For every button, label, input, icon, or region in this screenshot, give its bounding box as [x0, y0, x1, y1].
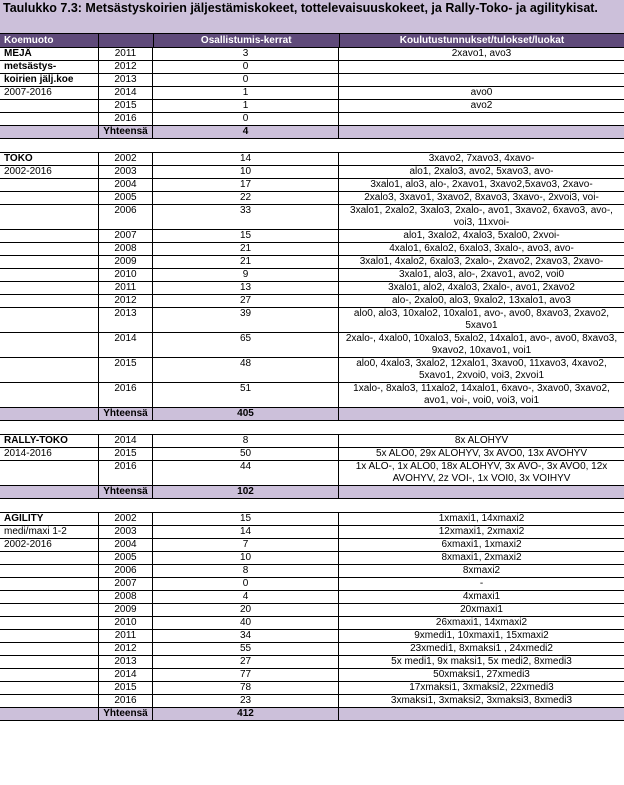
- year-cell: 2013: [99, 656, 153, 668]
- results-cell: avo0: [470, 87, 493, 98]
- year-cell: 2003: [99, 526, 153, 538]
- table-row: [0, 282, 624, 295]
- table-row: [0, 333, 624, 358]
- category-cell: 2002-2016: [0, 166, 99, 178]
- category-cell: [0, 591, 99, 603]
- year-cell: 2016: [99, 695, 153, 707]
- table-row: [0, 48, 624, 61]
- results-cell: alo-, 2xalo0, alo3, 9xalo2, 13xalo1, avo3: [391, 295, 571, 306]
- total-row: [0, 486, 624, 499]
- table-row: [0, 243, 624, 256]
- category-cell: [0, 308, 99, 332]
- results-cell: 5x medi1, 9x maksi1, 5x medi2, 8xmedi3: [391, 656, 572, 667]
- count-cell: 0: [153, 74, 339, 86]
- results-cell: 8x ALOHYV: [454, 435, 509, 446]
- year-cell: 2016: [99, 461, 153, 485]
- total-value: 4: [153, 126, 339, 138]
- results-cell: 3xalo1, alo3, alo-, 2xavo1, avo2, voi0: [398, 269, 565, 280]
- results-cell: alo0, alo3, 10xalo2, 10xalo1, avo-, avo0, 8xavo3, 2xavo2, 5xavo1: [353, 308, 610, 331]
- table-header: [0, 34, 624, 48]
- category-cell: [0, 269, 99, 281]
- count-cell: 9: [153, 269, 339, 281]
- header-year: [99, 34, 154, 47]
- table-row: [0, 513, 624, 526]
- category-cell: [0, 682, 99, 694]
- count-cell: 34: [153, 630, 339, 642]
- year-cell: 2011: [99, 630, 153, 642]
- table-row: [0, 643, 624, 656]
- table-row: [0, 695, 624, 708]
- spacer-row: [0, 499, 624, 513]
- results-cell: [339, 61, 624, 73]
- category-cell: [0, 100, 99, 112]
- category-cell: RALLY-TOKO: [0, 435, 99, 447]
- results-cell: 2xavo1, avo3: [451, 48, 512, 59]
- category-cell: koirien jälj.koe: [0, 74, 99, 86]
- total-spacer: [339, 708, 624, 720]
- table-row: [0, 526, 624, 539]
- count-cell: 8: [153, 565, 339, 577]
- table-row: [0, 269, 624, 282]
- year-cell: 2004: [99, 179, 153, 191]
- table-row: [0, 552, 624, 565]
- results-cell: 2xalo3, 3xavo1, 3xavo2, 8xavo3, 3xavo-, 2xvoi3, voi-: [364, 192, 599, 203]
- count-cell: 39: [153, 308, 339, 332]
- results-cell: 17xmaksi1, 3xmaksi2, 22xmedi3: [409, 682, 554, 693]
- year-cell: 2014: [99, 87, 153, 99]
- year-cell: 2006: [99, 565, 153, 577]
- category-cell: [0, 604, 99, 616]
- count-cell: 7: [153, 539, 339, 551]
- year-cell: 2013: [99, 308, 153, 332]
- count-cell: 14: [153, 153, 339, 165]
- table-row: [0, 192, 624, 205]
- table-row: [0, 295, 624, 308]
- total-value: 405: [153, 408, 339, 420]
- category-cell: [0, 333, 99, 357]
- category-cell: AGILITY: [0, 513, 99, 525]
- year-cell: 2008: [99, 243, 153, 255]
- year-cell: 2015: [99, 100, 153, 112]
- table-row: [0, 100, 624, 113]
- year-cell: 2009: [99, 256, 153, 268]
- results-cell: 20xmaxi1: [460, 604, 503, 615]
- year-cell: 2016: [99, 383, 153, 407]
- total-row: [0, 408, 624, 421]
- results-cell: 3xalo1, 4xalo2, 6xalo3, 2xalo-, 2xavo2, 2xavo3, 2xavo-: [359, 256, 604, 267]
- count-cell: 40: [153, 617, 339, 629]
- table-row: [0, 617, 624, 630]
- count-cell: 78: [153, 682, 339, 694]
- table-title: Taulukko 7.3: Metsästyskoirien jäljestämiskokeet, tottelevaisuuskokeet, ja Rally-Toko- ja agilitykisat.: [0, 0, 624, 34]
- category-cell: [0, 552, 99, 564]
- count-cell: 27: [153, 656, 339, 668]
- category-cell: [0, 192, 99, 204]
- category-cell: 2007-2016: [0, 87, 99, 99]
- results-cell: 3xalo1, 2xalo2, 3xalo3, 2xalo-, avo1, 3xavo2, 6xavo3, avo-, voi3, 11xvoi-: [350, 205, 613, 228]
- total-spacer: [0, 126, 99, 138]
- year-cell: 2002: [99, 513, 153, 525]
- year-cell: 2005: [99, 552, 153, 564]
- results-cell: [339, 74, 624, 86]
- table-row: [0, 153, 624, 166]
- year-cell: 2002: [99, 153, 153, 165]
- count-cell: 1: [153, 87, 339, 99]
- count-cell: 0: [153, 578, 339, 590]
- category-cell: [0, 256, 99, 268]
- table-row: [0, 230, 624, 243]
- year-cell: 2007: [99, 230, 153, 242]
- header-results: Koulutustunnukset/tulokset/luokat: [399, 35, 565, 46]
- count-cell: 15: [153, 230, 339, 242]
- category-cell: [0, 695, 99, 707]
- year-cell: 2011: [99, 48, 153, 60]
- category-cell: [0, 617, 99, 629]
- count-cell: 14: [153, 526, 339, 538]
- year-cell: 2008: [99, 591, 153, 603]
- count-cell: 44: [153, 461, 339, 485]
- category-cell: [0, 669, 99, 681]
- count-cell: 8: [153, 435, 339, 447]
- year-cell: 2014: [99, 333, 153, 357]
- category-cell: [0, 358, 99, 382]
- total-spacer: [339, 408, 624, 420]
- total-spacer: [0, 486, 99, 498]
- header-koemuoto: Koemuoto: [0, 34, 99, 47]
- table-row: [0, 87, 624, 100]
- category-cell: TOKO: [0, 153, 99, 165]
- table-row: [0, 461, 624, 486]
- count-cell: 17: [153, 179, 339, 191]
- total-spacer: [0, 408, 99, 420]
- header-count: Osallistumis-kerrat: [154, 34, 340, 47]
- count-cell: 21: [153, 256, 339, 268]
- results-cell: 1xalo-, 8xalo3, 11xalo2, 14xalo1, 6xavo-, 3xavo0, 3xavo2, avo1, voi-, voi0, voi3, voi1: [353, 383, 610, 406]
- year-cell: 2005: [99, 192, 153, 204]
- total-spacer: [339, 126, 624, 138]
- results-cell: 26xmaxi1, 14xmaxi2: [435, 617, 528, 628]
- category-cell: [0, 565, 99, 577]
- year-cell: 2010: [99, 617, 153, 629]
- category-cell: [0, 205, 99, 229]
- total-spacer: [0, 708, 99, 720]
- results-cell: alo1, 2xalo3, avo2, 5xavo3, avo-: [409, 166, 554, 177]
- year-cell: 2015: [99, 448, 153, 460]
- category-cell: 2014-2016: [0, 448, 99, 460]
- count-cell: 15: [153, 513, 339, 525]
- count-cell: 1: [153, 100, 339, 112]
- total-label: Yhteensä: [99, 126, 153, 138]
- count-cell: 13: [153, 282, 339, 294]
- total-label: Yhteensä: [99, 708, 153, 720]
- category-cell: [0, 179, 99, 191]
- count-cell: 48: [153, 358, 339, 382]
- table-row: [0, 205, 624, 230]
- results-cell: 50xmaksi1, 27xmedi3: [433, 669, 530, 680]
- table-row: [0, 578, 624, 591]
- results-cell: alo1, 3xalo2, 4xalo3, 5xalo0, 2xvoi-: [403, 230, 560, 241]
- total-label: Yhteensä: [99, 486, 153, 498]
- table-row: [0, 166, 624, 179]
- year-cell: 2011: [99, 282, 153, 294]
- count-cell: 3: [153, 48, 339, 60]
- results-cell: 12xmaxi1, 2xmaxi2: [438, 526, 525, 537]
- category-cell: [0, 113, 99, 125]
- total-row: [0, 126, 624, 139]
- year-cell: 2012: [99, 61, 153, 73]
- table-row: [0, 383, 624, 408]
- table-row: [0, 682, 624, 695]
- count-cell: 0: [153, 113, 339, 125]
- results-cell: 8xmaxi1, 2xmaxi2: [441, 552, 522, 563]
- count-cell: 51: [153, 383, 339, 407]
- table-row: [0, 308, 624, 333]
- results-cell: 6xmaxi1, 1xmaxi2: [441, 539, 522, 550]
- count-cell: 0: [153, 61, 339, 73]
- table-body: [0, 48, 624, 721]
- category-cell: [0, 630, 99, 642]
- table-row: [0, 256, 624, 269]
- category-cell: metsästys-: [0, 61, 99, 73]
- year-cell: 2014: [99, 669, 153, 681]
- category-cell: [0, 461, 99, 485]
- table-row: [0, 565, 624, 578]
- count-cell: 77: [153, 669, 339, 681]
- table-row: [0, 604, 624, 617]
- category-cell: MEJÄ: [0, 48, 99, 60]
- table-row: [0, 179, 624, 192]
- category-cell: [0, 282, 99, 294]
- table-row: [0, 539, 624, 552]
- count-cell: 20: [153, 604, 339, 616]
- year-cell: 2012: [99, 295, 153, 307]
- count-cell: 27: [153, 295, 339, 307]
- results-cell: 1xmaxi1, 14xmaxi2: [438, 513, 525, 524]
- year-cell: 2003: [99, 166, 153, 178]
- table-row: [0, 669, 624, 682]
- table-row: [0, 61, 624, 74]
- count-cell: 33: [153, 205, 339, 229]
- table-row: [0, 656, 624, 669]
- total-value: 102: [153, 486, 339, 498]
- results-cell: 3xalo1, alo2, 4xalo3, 2xalo-, avo1, 2xavo2: [388, 282, 575, 293]
- table-row: [0, 113, 624, 126]
- table-row: [0, 591, 624, 604]
- results-cell: avo2: [470, 100, 493, 111]
- results-cell: 23xmedi1, 8xmaksi1 , 24xmedi2: [410, 643, 553, 654]
- results-cell: 2xalo-, 4xalo0, 10xalo3, 5xalo2, 14xalo1, avo-, avo0, 8xavo3, 9xavo2, 10xavo1, voi1: [345, 333, 618, 356]
- table-row: [0, 448, 624, 461]
- category-cell: [0, 656, 99, 668]
- spacer-row: [0, 421, 624, 435]
- total-spacer: [339, 486, 624, 498]
- count-cell: 22: [153, 192, 339, 204]
- count-cell: 10: [153, 166, 339, 178]
- count-cell: 50: [153, 448, 339, 460]
- results-cell: 9xmedi1, 10xmaxi1, 15xmaxi2: [414, 630, 549, 641]
- year-cell: 2006: [99, 205, 153, 229]
- year-cell: 2012: [99, 643, 153, 655]
- results-cell: 4xmaxi1: [462, 591, 501, 602]
- category-cell: [0, 383, 99, 407]
- category-cell: [0, 643, 99, 655]
- year-cell: 2016: [99, 113, 153, 125]
- count-cell: 23: [153, 695, 339, 707]
- results-cell: 5x ALO0, 29x ALOHYV, 3x AVO0, 13x AVOHYV: [375, 448, 588, 459]
- count-cell: 10: [153, 552, 339, 564]
- count-cell: 21: [153, 243, 339, 255]
- results-cell: 3xmaksi1, 3xmaksi2, 3xmaksi3, 8xmedi3: [390, 695, 573, 706]
- table-row: [0, 435, 624, 448]
- category-cell: [0, 230, 99, 242]
- year-cell: 2009: [99, 604, 153, 616]
- year-cell: 2015: [99, 682, 153, 694]
- results-cell: 3xalo1, alo3, alo-, 2xavo1, 3xavo2,5xavo3, 2xavo-: [370, 179, 593, 190]
- results-cell: alo0, 4xalo3, 3xalo2, 12xalo1, 3xavo0, 11xavo3, 4xavo2, 5xavo1, 2xvoi0, voi3, 2xvoi1: [356, 358, 607, 381]
- table-row: [0, 358, 624, 383]
- total-label: Yhteensä: [99, 408, 153, 420]
- spacer-row: [0, 139, 624, 153]
- category-cell: medi/maxi 1-2: [0, 526, 99, 538]
- category-cell: 2002-2016: [0, 539, 99, 551]
- results-cell: -: [479, 578, 484, 589]
- total-row: [0, 708, 624, 721]
- results-cell: 3xavo2, 7xavo3, 4xavo-: [428, 153, 535, 164]
- count-cell: 55: [153, 643, 339, 655]
- year-cell: 2014: [99, 435, 153, 447]
- results-cell: [339, 113, 624, 125]
- count-cell: 65: [153, 333, 339, 357]
- total-value: 412: [153, 708, 339, 720]
- year-cell: 2015: [99, 358, 153, 382]
- count-cell: 4: [153, 591, 339, 603]
- year-cell: 2007: [99, 578, 153, 590]
- year-cell: 2004: [99, 539, 153, 551]
- results-cell: 4xalo1, 6xalo2, 6xalo3, 3xalo-, avo3, avo-: [389, 243, 574, 254]
- year-cell: 2010: [99, 269, 153, 281]
- table-row: [0, 74, 624, 87]
- category-cell: [0, 295, 99, 307]
- table-row: [0, 630, 624, 643]
- results-cell: 8xmaxi2: [462, 565, 501, 576]
- results-cell: 1x ALO-, 1x ALO0, 18x ALOHYV, 3x AVO-, 3x AVO0, 12x AVOHYV, 2z VOI-, 1x VOI0, 3x VOIHYV: [355, 461, 608, 484]
- year-cell: 2013: [99, 74, 153, 86]
- category-cell: [0, 243, 99, 255]
- category-cell: [0, 578, 99, 590]
